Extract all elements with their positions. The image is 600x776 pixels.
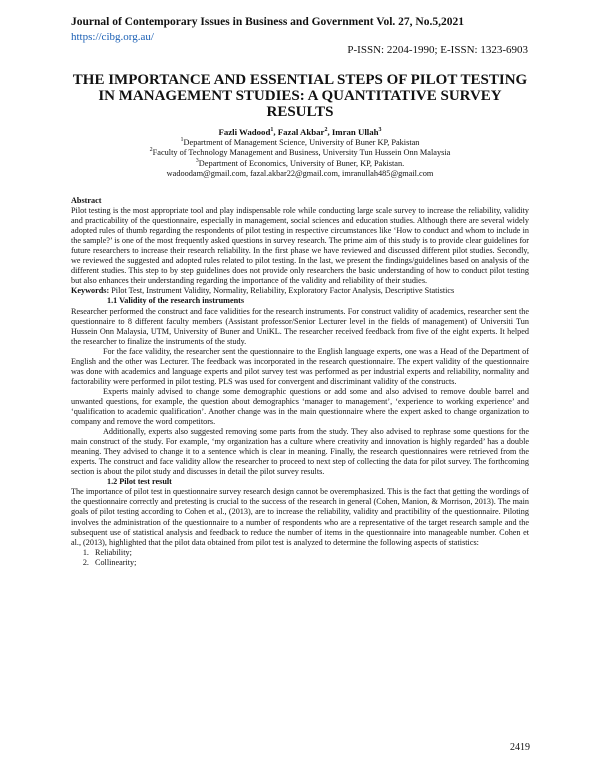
- affiliation-1: $^1$Department of Management Science, University of Buner KP, Pakistan: [180, 136, 420, 147]
- page-number: 2419: [510, 742, 530, 753]
- abstract-text: Pilot testing is the most appropriate tool and play indispensable role while conducting large scale survey to increase the reliability, validity and practicability of the questionnaire, especially in management, social sciences and education studies. Although there are several widely adopted rules of thumb regarding the respondents of pilot testing in respective circumstances like ‘How to conduct and whom to include in the sample?’ is one of the most frequently asked questions in survey research. The prime aim of this study is to provide clear guidelines for future researchers to increase their research reliability. In the first phase we have reviewed and discussed different pilot studies. Secondly, we reviewed the suggested and adopted rules related to pilot testing. In the last, we present the findings/guidelines based on analysis of the different studies. This step to by step guidelines does not provide only researchers the basic understanding of how to conduct pilot testing but also enhances their understanding regarding the importance of the validity and reliability of their studies.: [71, 206, 529, 286]
- author-2-sup: 2: [324, 127, 328, 134]
- section-2-paragraph-1: The importance of pilot test in questionnaire survey research design cannot be overemphasized. This is the fact that getting the wordings of the questionnaire correctly and pretesting is crucial to the success of the research in general (Cohen, Manion, & Morrison, 2013). The main goals of pilot testing according to Cohen et al., (2013), are to increase the reliability, validity and practibility of the questionnaire. Piloting involves the administration of the questionnaire to a number of respondents who are a representative of the target research sample and the subsequent use of statistical analysis and feedback to reduce the number of items in the questionnaire into manageable number. Cohen et al., (2013), highlighted that the pilot data obtained from pilot test is analyzed to determine the following aspects of statistics:: [71, 487, 529, 547]
- section-1-paragraph-2: For the face validity, the researcher sent the questionnaire to the English language experts, one was a Head of the Department of English and the other was Lecturer. The feedback was incorporated in the research questionnaire. The expert validity of the questionnaire was done with academics and language experts and pilot survey test was performed as per industrial experts and reliability, normality and factorability were performed in pilot testing. PLS was used for convergent and discriminant validity of the constructs.: [71, 346, 529, 386]
- section-1-paragraph-4: Additionally, experts also suggested removing some parts from the study. They also advised to rephrase some questions for the main construct of the study. For example, ‘my organization has a culture where creativity and innovation is highly regarded’ has a double meaning. They advised to change it to a sentence which is clear in meaning. Finally, the research questionnaires were retrieved from the experts. The construct and face validity allow the researcher to proceed to next step of collecting the data for pilot survey. The forthcoming section is about the pilot study and discusses in detail the pilot survey results.: [71, 427, 529, 477]
- author-3-sup: 3: [378, 127, 382, 134]
- affiliation-3: $^3$Department of Economics, University of Buner, KP, Pakistan.: [195, 158, 405, 168]
- list-item: 1. Reliability;: [91, 548, 529, 558]
- abstract-heading: Abstract: [71, 196, 102, 205]
- keywords-label: Keywords:: [71, 286, 110, 296]
- journal-title: Journal of Contemporary Issues in Business and Government Vol. 27, No.5,2021: [71, 16, 464, 28]
- issn-line: P-ISSN: 2204-1990; E-ISSN: 1323-6903: [347, 44, 528, 56]
- keywords-text: Pilot Test, Instrument Validity, Normality, Reliability, Exploratory Factor Analysis, Descriptive Statistics: [111, 286, 455, 296]
- section-1-paragraph-3: Experts mainly advised to change some demographic questions or add some and also advised to remove double barrel and unwanted questions, for example, the question about demographics ‘manager to management’, ‘experience to working experience’ and ‘qualification to academic qualification’. Another change was in the main questionnaire where the expert asked to change organization to company and remove the word competitors.: [71, 386, 529, 427]
- author-names: Fazli Wadood$^1$, Fazal Akbar$^2$, Imran Ullah$^3$: [218, 127, 382, 137]
- paper-body: [71, 196, 529, 568]
- journal-url-link[interactable]: https://cibg.org.au/: [71, 31, 154, 43]
- author-2: Fazal Akbar: [277, 127, 325, 137]
- section-2-heading: 1.2 Pilot test result: [107, 477, 172, 487]
- author-1: Fazli Wadood: [218, 127, 271, 137]
- author-emails: wadoodam@gmail.com, fazal.akbar22@gmail.com, imranullah485@gmail.com: [166, 169, 434, 179]
- keywords-line: [71, 286, 529, 296]
- affiliation-2: $^2$Faculty of Technology Management and Business, University Tun Hussein Onn Malaysia: [149, 147, 451, 158]
- list-item: 2. Collinearity;: [91, 558, 529, 568]
- paper-title: THE IMPORTANCE AND ESSENTIAL STEPS OF PILOT TESTING IN MANAGEMENT STUDIES: A QUANTITATIVE SURVEY RESULTS: [72, 72, 528, 120]
- author-3: Imran Ullah: [331, 127, 379, 137]
- author-1-sup: 1: [270, 127, 274, 134]
- section-1-heading: 1.1 Validity of the research instruments: [107, 296, 245, 306]
- section-1-paragraph-1: Researcher performed the construct and face validities for the research instruments. For construct validity of academics, researcher sent the questionnaire to 8 different faculty members (Assistant professor/Senior Lecturer level in the fields of management) of Universiti Tun Hussein Onn Malaysia, UTM, University of Buner and UniKL. The researcher received feedback from five of the eight experts. It helped the researcher to finalize the instruments of the study.: [71, 306, 529, 346]
- statistics-aspects-list: [71, 548, 529, 568]
- author-block: [71, 127, 529, 180]
